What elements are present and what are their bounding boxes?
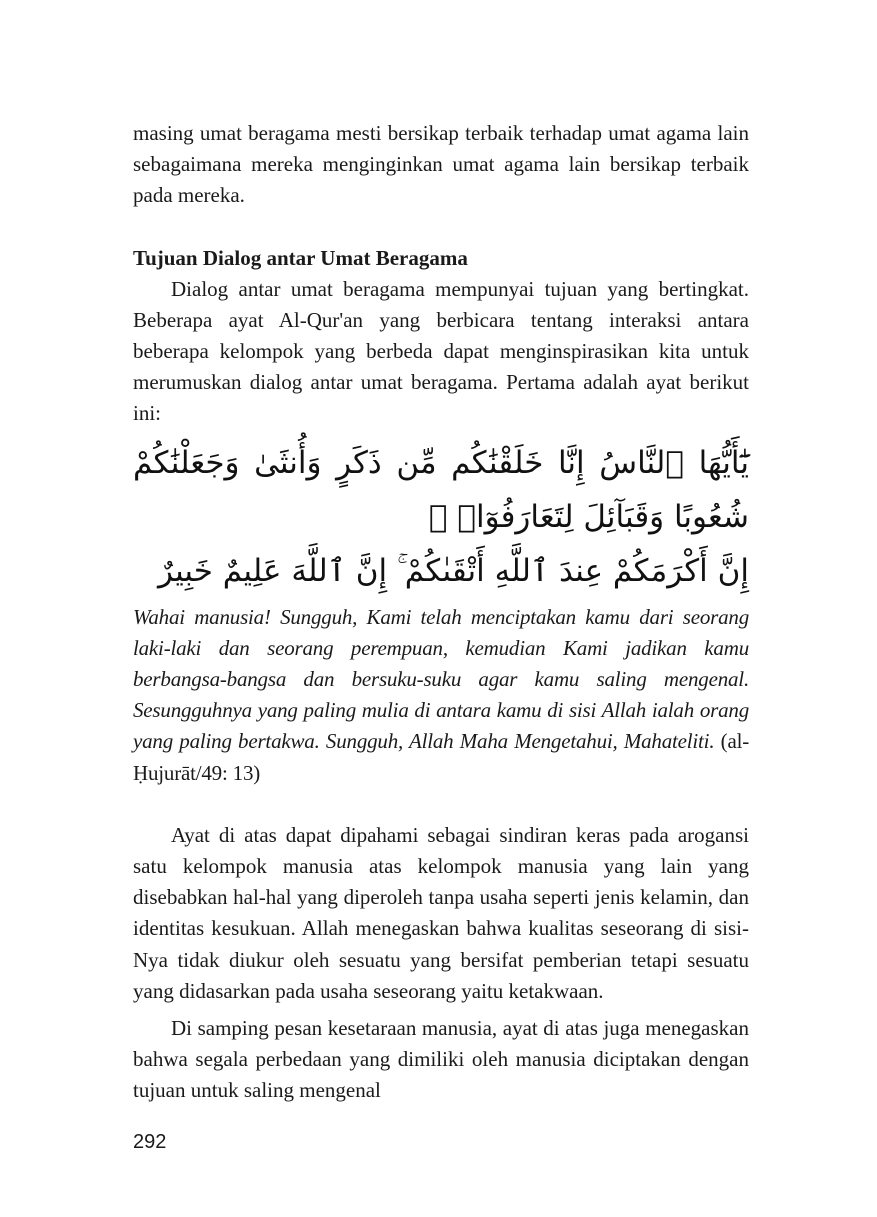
verse-interpretation-paragraph: Ayat di atas dapat dipahami sebagai sindiran keras pada arogansi satu kelompok manusia atas kelompok manusia yang lain yang disebabkan hal-hal yang diperoleh tanpa usaha seperti jenis kelamin, dan identitas kesukuan. Allah menegaskan bahwa kualitas seseorang di sisi-Nya tidak diukur oleh sesuatu yang bersifat pemberian tetapi sesuatu yang didasarkan pada usaha seseorang yaitu ketakwaan. (133, 822, 749, 1003)
dialog-purpose-paragraph: Dialog antar umat beragama mempunyai tujuan yang bertingkat. Beberapa ayat Al-Qur'an yang berbicara tentang interaksi antara beberapa kelompok yang berbeda dapat menginspirasikan kita untuk merumuskan dialog antar umat beragama. Pertama adalah ayat berikut ini: (133, 276, 749, 426)
equality-paragraph: Di samping pesan kesetaraan manusia, ayat di atas juga menegaskan bahwa segala perbedaan yang dimiliki oleh manusia diciptakan dengan tujuan untuk saling mengenal (133, 1016, 749, 1103)
intro-paragraph: masing umat beragama mesti bersikap terbaik terhadap umat agama lain sebagaimana mereka menginginkan umat agama lain bersikap terbaik pada mereka. (133, 121, 749, 208)
verse-translation-text: Wahai manusia! Sungguh, Kami telah menciptakan kamu dari seorang laki-laki dan seorang perempuan, kemudian Kami jadikan kamu berbangsa-bangsa dan bersuku-suku agar kamu saling mengenal. Sesungguhnya yang paling mulia di antara kamu di sisi Allah ialah orang yang paling bertakwa. Sungguh, Allah Maha Mengetahui, Mahateliti. (133, 604, 749, 754)
quran-verse-arabic (133, 436, 749, 598)
verse-reference: (al-Ḥujurāt/49: 13) (133, 729, 749, 785)
page-body (133, 118, 749, 1107)
page-number: 292 (133, 1131, 167, 1153)
arabic-line-1: يَٰٓأَيُّهَا ٱلنَّاسُ إِنَّا خَلَقْنَٰكُم مِّن ذَكَرٍ وَأُنثَىٰ وَجَعَلْنَٰكُمْ شُعُوبًا وَقَبَآئِلَ لِتَعَارَفُوٓا۟ ۚ (133, 444, 749, 535)
spacer (133, 789, 749, 820)
verse-translation (133, 602, 749, 789)
arabic-line-2: إِنَّ أَكْرَمَكُمْ عِندَ ٱللَّهِ أَتْقَىٰكُمْ ۚ إِنَّ ٱللَّهَ عَلِيمٌ خَبِيرٌ (157, 552, 749, 589)
section-heading: Tujuan Dialog antar Umat Beragama (133, 245, 468, 270)
